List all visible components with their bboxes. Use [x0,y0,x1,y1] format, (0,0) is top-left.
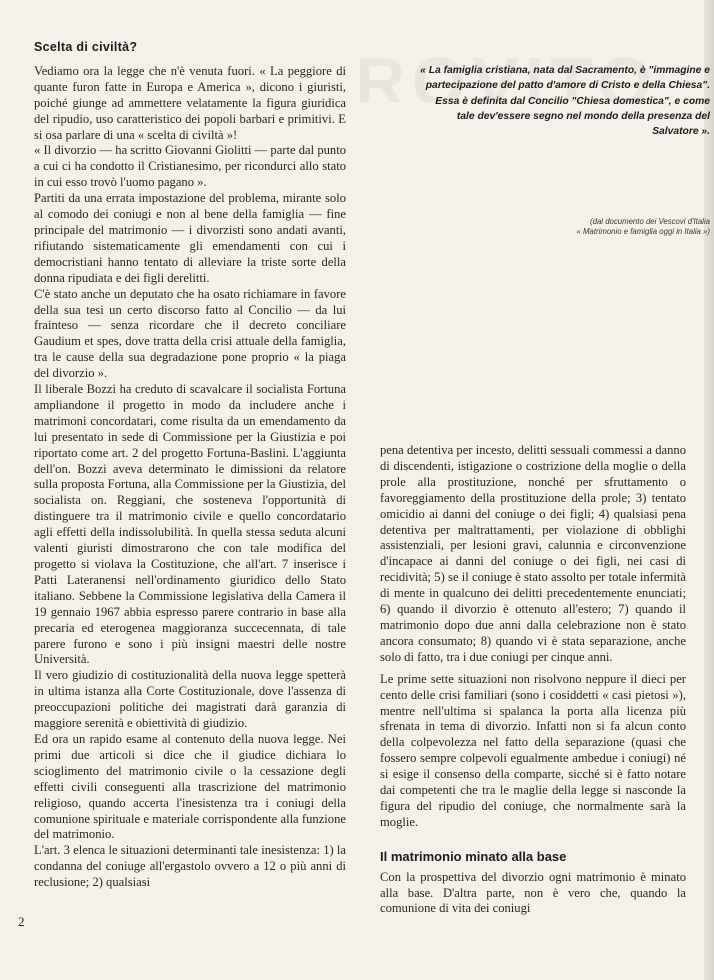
quote-source [460,217,710,237]
left-column [34,40,346,891]
paragraph-2: « Il divorzio — ha scritto Giovanni Giolitti — parte dal punto a cui ci ha condotto il Cristianesimo, per ricondurci allo stato in cui esso trovò l'uomo pagano ». [34,143,346,190]
right-column [380,443,686,917]
page-number: 2 [18,914,25,929]
page-edge [704,0,714,980]
section-title: Scelta di civiltà? [34,40,138,54]
pull-quote: « La famiglia cristiana, nata dal Sacramento, è "immagine e partecipazione del patto d'amore di Cristo e della Chiesa". Essa è definita dal Concilio "Chiesa domestica", e come tale dev'essere segno nel mondo della presenza del Salvatore ». [420,65,710,138]
paragraph-4: C'è stato anche un deputato che ha osato richiamare in favore della sua tesi un certo discorso fatto al Concilio — da lui frainteso — senza ricordare che il decreto conciliare Gaudium et spes, dove tratta della crisi attuale della famiglia, tra le cause della sua degradazione pone proprio « la piaga del divorzio ». [34,286,346,381]
quote-source-line-1: (dal documento dei Vescovi d'Italia [590,217,710,226]
paragraph-3: Partiti da una errata impostazione del problema, mirante solo al comodo dei coniugi e non al bene della famiglia — fine principale del matrimonio — i divorzisti sono andati avanti, rifiutando sistematicamente gli emendamenti con cui i democristiani hanno tentato di alleviare la triste sorte della donna ripudiata e dei figli derelitti. [34,191,346,285]
right-paragraph-3: Con la prospettiva del divorzio ogni matrimonio è minato alla base. D'altra parte, non è vero che, quando la comunione di vita dei coniugi [380,869,686,916]
paragraph-6: Il vero giudizio di costituzionalità della nuova legge spetterà in ultima istanza alla Corte Costituzionale, dove l'assenza di preoccupazioni politiche dei magistrati darà garanzia di maggiore serenità e obiettività di giudizio. [34,668,346,731]
paragraph-8: L'art. 3 elenca le situazioni determinanti tale inesistenza: 1) la condanna del coniuge all'ergastolo ovvero a 12 o più anni di reclusione; 2) qualsiasi [34,843,346,890]
paragraph-1: Vediamo ora la legge che n'è venuta fuori. « La peggiore di quante furon fatte in Europa e America », dicono i giuristi, poiché giunge ad ammettere velatamente la figura giuridica del ripudio, uso caratteristico dei popoli barbari e primitivi. E si osa parlare di una « scelta di civiltà »! [34,63,346,142]
right-paragraph-2: Le prime sette situazioni non risolvono neppure il dieci per cento delle crisi familiari (sono i cosiddetti « casi pietosi »), mentre nell'ultima si spalanca la porta alla licenza più sfrenata in tema di divorzio. Infatti non si fa alcun conto della colpevolezza nel fatto della separazione (quasi che fossero sempre colpevoli egualmente ambedue i coniugi) né si esige il consenso della comparte, sicché si è fatto notare dai competenti che tra le maglie della legge si nasconde la figura del ripudio del coniuge, che normalmente sarà la moglie. [380,671,686,829]
quote-source-line-2: « Matrimonio e famiglia oggi in Italia ») [576,227,710,236]
right-paragraph-1: pena detentiva per incesto, delitti sessuali commessi a danno di discendenti, istigazione o costrizione della moglie o della prole alla prostituzione, nonché per sfruttamento o favoreggiamento della prostituzione della prole; 3) tentato omicidio ai danni del coniuge o dei figli; 4) qualsiasi pena detentiva per maltrattamenti, per violazione di obblighi assistenziali, per lesioni gravi, calunnia e circonvenzione d'incapace ai danni del coniuge o dei figli, nei casi di recidività; 5) se il coniuge è stato assolto per totale infermità di mente in qualcuno dei delitti precedentemente enunciati; 6) quando il divorzio è ottenuto all'estero; 7) quando il matrimonio dopo due anni dalla celebrazione non è stato ancora consumato; 8) quando vi è stata separazione, anche solo di fatto, tra i due coniugi per cinque anni. [380,443,686,664]
paragraph-7: Ed ora un rapido esame al contenuto della nuova legge. Nei primi due articoli si dice che il giudice dichiara lo scioglimento del matrimonio civile o la cessazione degli effetti civili conseguenti alla trascrizione del matrimonio religioso, quando accerta l'inesistenza tra i coniugi della comunione spirituale e materiale corrispondente alla funzione del matrimonio. [34,731,346,842]
paragraph-5: Il liberale Bozzi ha creduto di scavalcare il socialista Fortuna ampliandone il progetto in modo da includere anche i matrimoni concordatari, come risulta da un emendamento da lui presentato in sede di Commissione per la Giustizia e poi riportato come art. 2 del progetto Fortuna-Baslini. L'aggiunta dell'on. Bozzi aveva determinato le dimissioni da relatore sulla proposta Fortuna, alla Commissione per la Giustizia, del socialista on. Reggiani, che sosteneva l'opportunità di distinguere tra il matrimonio civile e quello concordatario agli effetti della indissolubilità. In quella stessa seduta alcuni valenti giuristi dimostrarono che con tale modifica del progetto si violava la Costituzione, che all'art. 7 inserisce i Patti Lateranensi nell'ordinamento giuridico dello Stato italiano. Sebbene la Commissione legislativa della Camera il 19 gennaio 1967 abbia espresso parere contrario in base alla precaria ed eterogenea maggioranza succecennata, di tale parere furono e sono i più insigni maestri delle nostre Università. [34,382,346,667]
subheading: Il matrimonio minato alla base [380,848,567,864]
